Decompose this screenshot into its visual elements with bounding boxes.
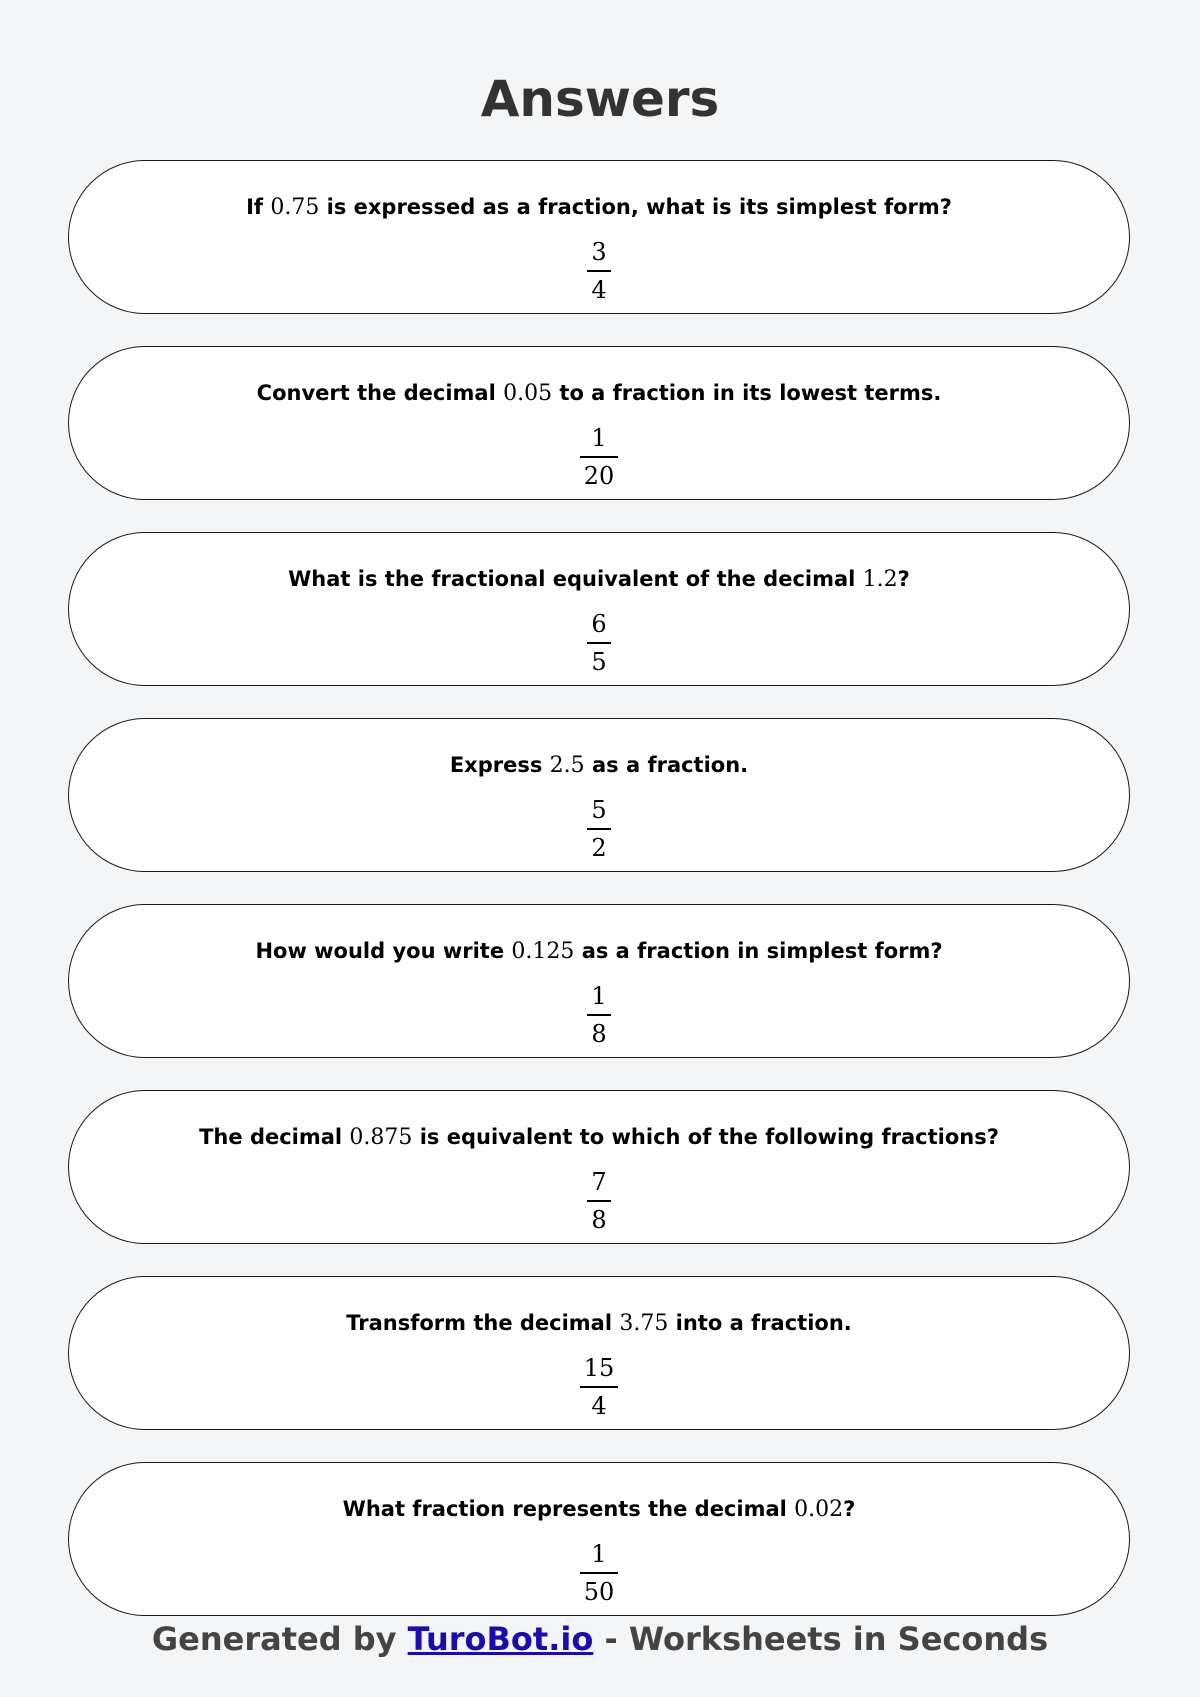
answer-card (68, 904, 1130, 1058)
question-text (69, 192, 1129, 223)
fraction-numerator: 1 (591, 424, 607, 452)
fraction-bar (580, 1386, 619, 1388)
question-suffix: into a fraction. (668, 1311, 852, 1335)
fraction-denominator: 2 (591, 834, 607, 862)
page-title: Answers (480, 70, 720, 128)
question-decimal: 0.75 (270, 195, 320, 220)
answer-fraction (69, 979, 1129, 1051)
fraction-denominator: 8 (591, 1020, 607, 1048)
question-decimal: 0.125 (511, 939, 575, 964)
question-suffix: to a fraction in its lowest terms. (552, 381, 942, 405)
answer-card (68, 1462, 1130, 1616)
question-text (69, 1308, 1129, 1339)
question-prefix: Convert the decimal (256, 381, 504, 405)
answer-card (68, 160, 1130, 314)
fraction-denominator: 50 (583, 1578, 615, 1606)
footer-suffix: - Worksheets in Seconds (593, 1620, 1049, 1658)
question-text (69, 564, 1129, 595)
question-decimal: 3.75 (619, 1311, 669, 1336)
answer-fraction (69, 1165, 1129, 1237)
question-prefix: How would you write (255, 939, 512, 963)
fraction-bar (580, 1572, 619, 1574)
answer-card (68, 532, 1130, 686)
question-decimal: 2.5 (549, 753, 585, 778)
answer-card (68, 1090, 1130, 1244)
fraction-denominator: 4 (591, 276, 607, 304)
fraction-denominator: 4 (591, 1392, 607, 1420)
fraction-numerator: 5 (591, 796, 607, 824)
answer-fraction (69, 793, 1129, 865)
question-prefix: What is the fractional equivalent of the decimal (288, 567, 863, 591)
question-prefix: Express (449, 753, 550, 777)
question-suffix: is expressed as a fraction, what is its simplest form? (319, 195, 952, 219)
answer-fraction (69, 1351, 1129, 1423)
footer-prefix: Generated by (151, 1620, 408, 1658)
question-decimal: 0.875 (349, 1125, 413, 1150)
answer-fraction (69, 1537, 1129, 1609)
question-prefix: Transform the decimal (346, 1311, 620, 1335)
question-suffix: as a fraction. (584, 753, 749, 777)
answer-card (68, 346, 1130, 500)
fraction-numerator: 6 (591, 610, 607, 638)
question-text (69, 750, 1129, 781)
footer (0, 1614, 1200, 1664)
question-text (69, 378, 1129, 409)
question-suffix: as a fraction in simplest form? (574, 939, 943, 963)
question-text (69, 1494, 1129, 1525)
question-text (69, 1122, 1129, 1153)
question-suffix: ? (843, 1497, 856, 1521)
fraction-bar (587, 1200, 610, 1202)
question-suffix: ? (897, 567, 910, 591)
question-prefix: The decimal (199, 1125, 350, 1149)
fraction-denominator: 8 (591, 1206, 607, 1234)
question-text (69, 936, 1129, 967)
question-prefix: What fraction represents the decimal (342, 1497, 795, 1521)
answer-fraction (69, 421, 1129, 493)
fraction-bar (587, 1014, 610, 1016)
fraction-numerator: 7 (591, 1168, 607, 1196)
fraction-numerator: 15 (583, 1354, 615, 1382)
answer-card (68, 718, 1130, 872)
answer-fraction (69, 235, 1129, 307)
fraction-numerator: 1 (591, 982, 607, 1010)
answer-fraction (69, 607, 1129, 679)
question-decimal: 0.02 (794, 1497, 844, 1522)
question-suffix: is equivalent to which of the following fractions? (412, 1125, 999, 1149)
fraction-bar (580, 456, 619, 458)
fraction-numerator: 1 (591, 1540, 607, 1568)
fraction-bar (587, 642, 610, 644)
fraction-bar (587, 270, 610, 272)
turobot-link[interactable]: TuroBot.io (407, 1620, 594, 1658)
answer-card (68, 1276, 1130, 1430)
fraction-denominator: 5 (591, 648, 607, 676)
question-prefix: If (246, 195, 271, 219)
fraction-numerator: 3 (591, 238, 607, 266)
question-decimal: 0.05 (503, 381, 553, 406)
fraction-denominator: 20 (583, 462, 615, 490)
fraction-bar (587, 828, 610, 830)
question-decimal: 1.2 (862, 567, 898, 592)
